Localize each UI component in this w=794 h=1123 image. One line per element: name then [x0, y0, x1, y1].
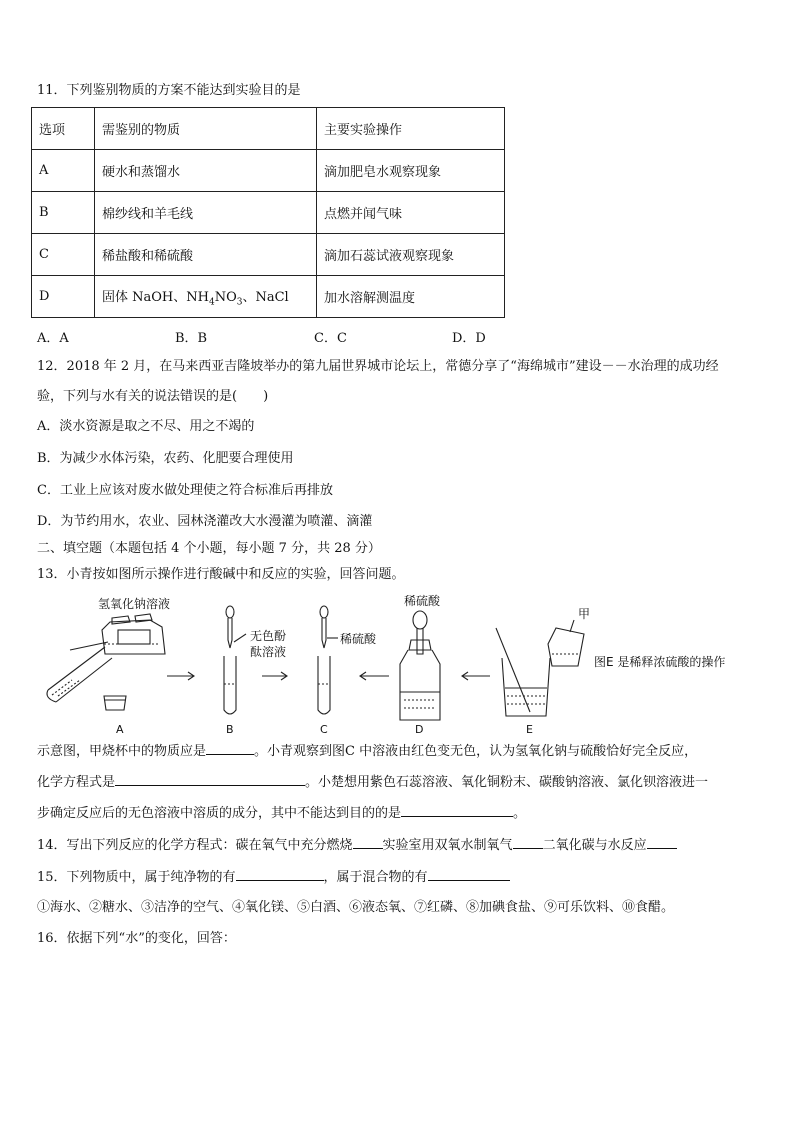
answer-blank[interactable] [428, 868, 510, 881]
choice-c[interactable]: C．C [314, 331, 347, 346]
figure-letter: E [526, 723, 533, 736]
q13-intro: 13．小青按如图所示操作进行酸碱中和反应的实验，回答问题。 [37, 567, 405, 582]
formula-prefix: 固体 NaOH、NH [102, 289, 209, 305]
text: 15．下列物质中，属于纯净物的有 [37, 870, 236, 885]
table-cell: 加水溶解测温度 [317, 276, 505, 318]
text: 二氧化碳与水反应 [542, 838, 647, 853]
table-cell: D [32, 276, 95, 318]
label-jia: 甲 [578, 607, 591, 621]
section-heading: 二、填空题（本题包括 4 个小题，每小题 7 分，共 28 分） [37, 541, 381, 556]
q16: 16．依据下列“水”的变化，回答： [37, 931, 236, 946]
figure-letter: A [116, 723, 124, 736]
answer-blank[interactable] [401, 804, 513, 817]
q11-table [31, 107, 505, 318]
table-row [32, 150, 505, 192]
text: 。小楚想用紫色石蕊溶液、氧化铜粉末、碳酸钠溶液、氯化钡溶液进一 [305, 775, 709, 790]
label-acid-c: 稀硫酸 [340, 632, 377, 646]
label-acid-d: 稀硫酸 [404, 594, 441, 608]
table-header-cell: 主要实验操作 [317, 108, 505, 150]
answer-blank[interactable] [206, 742, 254, 755]
text: 示意图，甲烧杯中的物质应是 [37, 744, 207, 759]
answer-blank[interactable] [353, 836, 383, 849]
q11-title: 11．下列鉴别物质的方案不能达到实验目的是 [37, 83, 301, 98]
choice-b[interactable]: B．B [175, 331, 208, 346]
table-cell: 棉纱线和羊毛线 [95, 192, 317, 234]
apparatus-c [318, 606, 338, 714]
q13-text1 [37, 742, 697, 761]
table-cell: A [32, 150, 95, 192]
table-cell-formula [95, 276, 317, 318]
formula-mid: NO [214, 289, 237, 305]
caption-e: 图E 是稀释浓硫酸的操作 [594, 655, 726, 669]
text: 步确定反应后的无色溶液中溶质的成分，其中不能达到目的的是 [37, 806, 402, 821]
apparatus-d [400, 611, 440, 720]
text: ，属于混合物的有 [323, 870, 428, 885]
text: 14．写出下列反应的化学方程式：碳在氧气中充分燃烧 [37, 838, 353, 853]
q12-line1: 12．2018 年 2 月，在马来西亚吉隆坡举办的第九届世界城市论坛上，常德分享了“海绵城市”建设－－水治理的成功经 [37, 359, 719, 374]
answer-blank[interactable] [647, 836, 677, 849]
q12-option-d[interactable]: D．为节约用水，农业、园林浇灌改大水漫灌为喷灌、滴灌 [37, 514, 373, 529]
answer-blank[interactable] [236, 868, 324, 881]
table-row [32, 192, 505, 234]
text: 化学方程式是 [37, 775, 116, 790]
q12-option-b[interactable]: B．为减少水体污染，农药、化肥要合理使用 [37, 451, 294, 466]
label-phenolphthalein: 酞溶液 [250, 645, 287, 659]
table-cell: 稀盐酸和稀硫酸 [95, 234, 317, 276]
q15-list: ①海水、②糖水、③洁净的空气、④氧化镁、⑤白酒、⑥液态氧、⑦红磷、⑧加碘食盐、⑨可乐饮料、⑩食醋。 [37, 900, 675, 915]
formula-subscript: 3 [236, 297, 243, 308]
text: 。小青观察到图C 中溶液由红色变无色，认为氢氧化钠与硫酸恰好完全反应， [254, 744, 698, 759]
table-header-cell: 选项 [32, 108, 95, 150]
apparatus-b [224, 606, 246, 714]
table-cell: 滴加石蕊试液观察现象 [317, 234, 505, 276]
answer-blank[interactable] [513, 836, 543, 849]
table-cell: 硬水和蒸馏水 [95, 150, 317, 192]
q13-text2 [37, 773, 708, 792]
figure-letter: D [415, 723, 424, 736]
q12-line2: 验，下列与水有关的说法错误的是( ) [37, 389, 269, 404]
figure-letter: B [226, 723, 234, 736]
choice-d[interactable]: D．D [452, 331, 486, 346]
q15 [37, 868, 510, 887]
answer-blank[interactable] [115, 773, 305, 786]
q13-figure [0, 592, 794, 740]
apparatus-a [47, 614, 165, 710]
q12-option-a[interactable]: A．淡水资源是取之不尽、用之不竭的 [37, 419, 255, 434]
table-row [32, 276, 505, 318]
table-cell: 点燃并闻气味 [317, 192, 505, 234]
table-header-cell: 需鉴别的物质 [95, 108, 317, 150]
text: 实验室用双氧水制氧气 [382, 838, 513, 853]
label-naoh: 氢氧化钠溶液 [98, 597, 171, 611]
apparatus-e [496, 620, 584, 716]
choice-a[interactable]: A．A [37, 331, 69, 346]
label-phenolphthalein: 无色酚 [250, 629, 287, 643]
q13-text3 [37, 804, 526, 823]
q14 [37, 836, 677, 855]
table-cell: C [32, 234, 95, 276]
table-header-row [32, 108, 505, 150]
q12-option-c[interactable]: C．工业上应该对废水做处理使之符合标准后再排放 [37, 483, 333, 498]
formula-subscript: 4 [208, 297, 215, 308]
table-cell: B [32, 192, 95, 234]
formula-suffix: 、NaCl [242, 289, 289, 305]
figure-letter: C [320, 723, 328, 736]
table-row [32, 234, 505, 276]
table-cell: 滴加肥皂水观察现象 [317, 150, 505, 192]
text: 。 [513, 806, 527, 821]
